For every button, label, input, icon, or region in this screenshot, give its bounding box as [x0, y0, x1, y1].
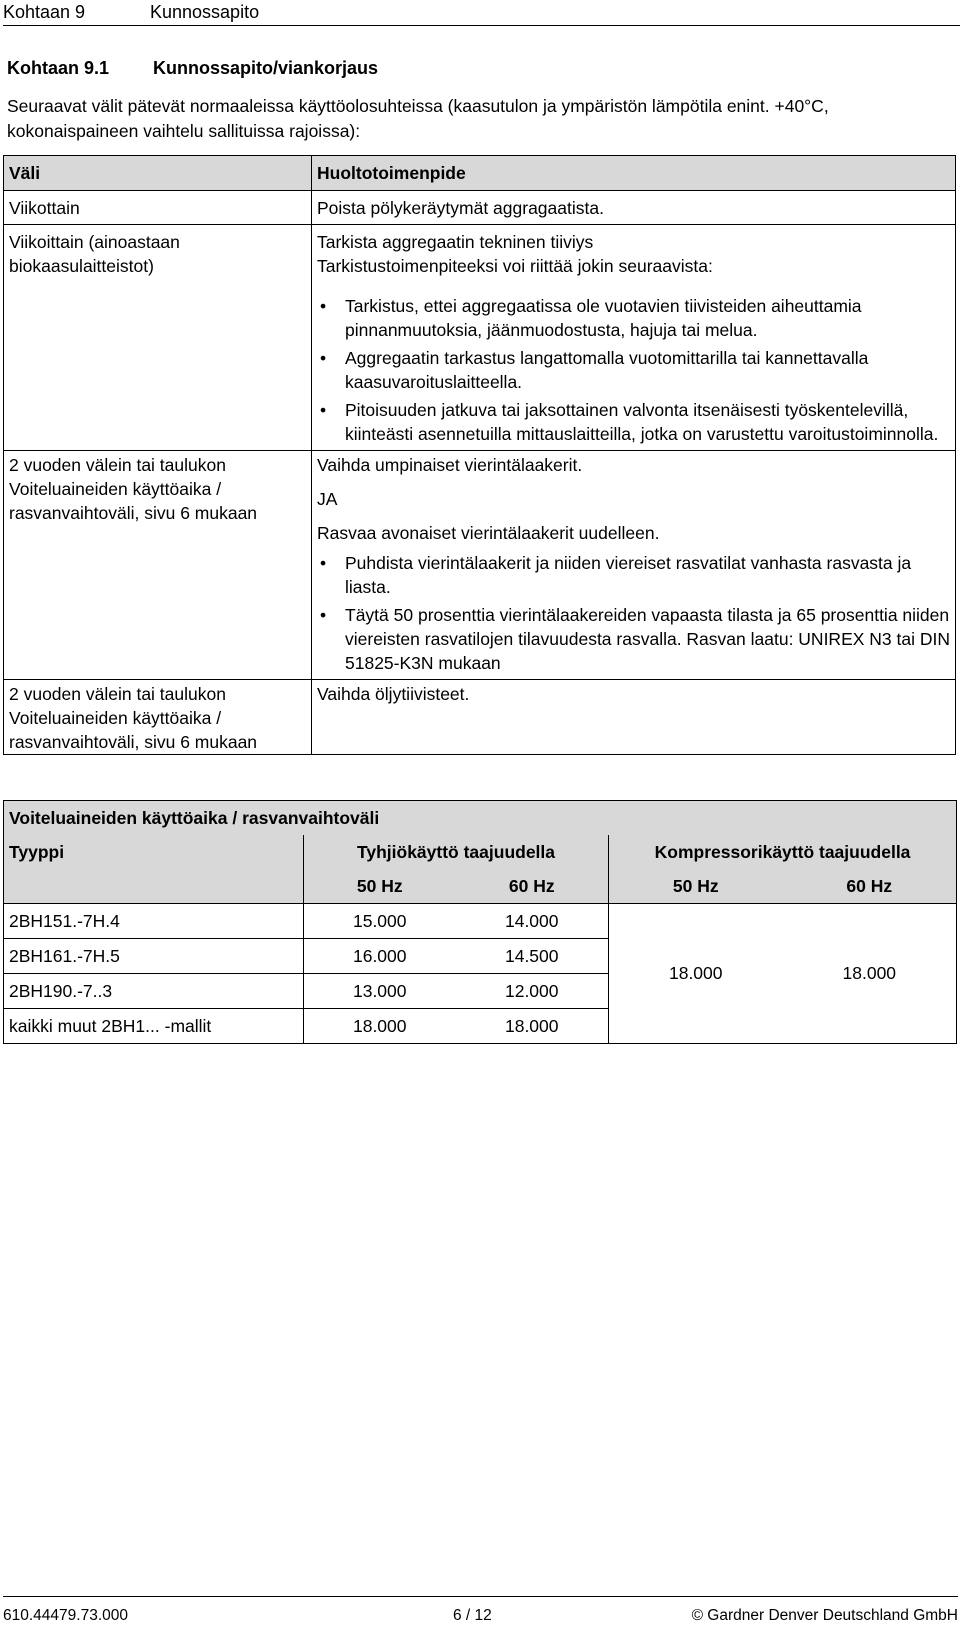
col-type: Tyyppi [4, 835, 304, 869]
type-cell: 2BH190.-7..3 [4, 974, 304, 1009]
lubricant-freq-row [4, 869, 957, 904]
table-row [4, 225, 956, 451]
compressor-50hz: 50 Hz [609, 869, 783, 904]
table-row [4, 451, 956, 680]
lubricant-header-row [4, 835, 957, 869]
type-cell: 2BH151.-7H.4 [4, 904, 304, 939]
page-header [3, 0, 960, 26]
section-title: Kunnossapito/viankorjaus [153, 58, 379, 78]
action-cell [312, 225, 956, 451]
header-title: Kunnossapito [150, 2, 260, 22]
compressor-60hz: 60 Hz [783, 869, 957, 904]
action-text: Vaihda umpinaiset vierintälaakerit. [317, 455, 583, 475]
action-cell: Vaihda öljytiivisteet. [312, 680, 956, 755]
list-item: • Täytä 50 prosenttia vierintälaakereiden vapaasta tilasta ja 65 prosenttia niiden viereisten rasvatilojen tilavuudesta rasvalla. Rasvan laatu: UNIREX N3 tai DIN 51825-K3N mukaan [345, 603, 950, 675]
vacuum-50-cell: 13.000 [304, 974, 456, 1009]
footer-page-number: 6 / 12 [453, 1607, 492, 1624]
col-vacuum: Tyhjiökäyttö taajuudella [304, 835, 609, 869]
action-cell: Poista pölykeräytymät aggragaatista. [312, 191, 956, 225]
list-item: • Tarkistus, ettei aggregaatissa ole vuotavien tiivisteiden aiheuttamia pinnanmuutoksia, jäänmuodostusta, hajuja tai melua. [345, 294, 950, 342]
vacuum-50-cell: 16.000 [304, 939, 456, 974]
action-text: JA [317, 489, 338, 509]
vacuum-60-cell: 12.000 [456, 974, 609, 1009]
vacuum-60-cell: 18.000 [504, 1015, 559, 1036]
bullet-list [317, 294, 950, 446]
interval-cell: 2 vuoden välein tai taulukon Voiteluaineiden käyttöaika / rasvanvaihtoväli, sivu 6 mukaan [4, 680, 312, 755]
interval-cell: Viikoittain (ainoastaan biokaasulaitteistot) [4, 225, 312, 451]
type-cell: kaikki muut 2BH1... -mallit [9, 1015, 212, 1036]
interval-cell: 2 vuoden välein tai taulukon Voiteluaineiden käyttöaika / rasvanvaihtoväli, sivu 6 mukaan [4, 451, 312, 680]
action-cell [312, 451, 956, 680]
list-item: • Aggregaatin tarkastus langattomalla vuotomittarilla tai kannettavalla kaasuvaroituslaitteella. [345, 346, 950, 394]
lubricant-title: Voiteluaineiden käyttöaika / rasvanvaihtoväli [4, 801, 957, 836]
header-chapter: Kohtaan 9 [3, 2, 86, 22]
list-item: • Puhdista vierintälaakerit ja niiden viereiset rasvatilat vanhasta rasvasta ja liasta. [345, 551, 950, 599]
maintenance-table [3, 155, 956, 755]
col-interval: Väli [4, 156, 312, 191]
vacuum-60-cell: 14.000 [456, 904, 609, 939]
section-number: Kohtaan 9.1 [7, 58, 110, 78]
table-row [4, 904, 957, 939]
maintenance-header-row [4, 156, 956, 191]
table-row [4, 680, 956, 755]
footer-copyright: © Gardner Denver Deutschland GmbH [691, 1607, 958, 1624]
vacuum-60hz: 60 Hz [456, 869, 609, 904]
footer-doc-number: 610.44479.73.000 [3, 1607, 128, 1624]
col-action: Huoltotoimenpide [312, 156, 956, 191]
action-text: Tarkista aggregaatin tekninen tiiviys [317, 232, 594, 252]
lubricant-table [3, 800, 957, 1044]
vacuum-50-cell: 15.000 [304, 904, 456, 939]
vacuum-50hz: 50 Hz [304, 869, 456, 904]
page-footer [3, 1596, 958, 1624]
interval-cell: Viikottain [4, 191, 312, 225]
bullet-list [317, 551, 950, 675]
lubricant-title-row [4, 801, 957, 836]
action-text: Tarkistustoimenpiteeksi voi riittää jokin seuraavista: [317, 256, 713, 276]
compressor-60-cell: 18.000 [783, 904, 957, 1044]
type-cell: 2BH161.-7H.5 [4, 939, 304, 974]
compressor-50-cell: 18.000 [609, 904, 783, 1044]
col-compressor: Kompressorikäyttö taajuudella [609, 835, 957, 869]
vacuum-50-cell: 18.000 [304, 1009, 456, 1044]
vacuum-60-cell: 14.500 [456, 939, 609, 974]
table-row [4, 191, 956, 225]
list-item: • Pitoisuuden jatkuva tai jaksottainen valvonta itsenäisesti työskentelevillä, kiinteästi asennetuilla mittauslaitteilla, jotka on varustettu varoitustoiminnolla. [345, 398, 950, 446]
action-text: Rasvaa avonaiset vierintälaakerit uudelleen. [317, 523, 660, 543]
intro-paragraph: Seuraavat välit pätevät normaaleissa käyttöolosuhteissa (kaasutulon ja ympäristön lämpötila enint. +40°C, kokonaispaineen vaihtelu sallituissa rajoissa): [7, 96, 829, 141]
